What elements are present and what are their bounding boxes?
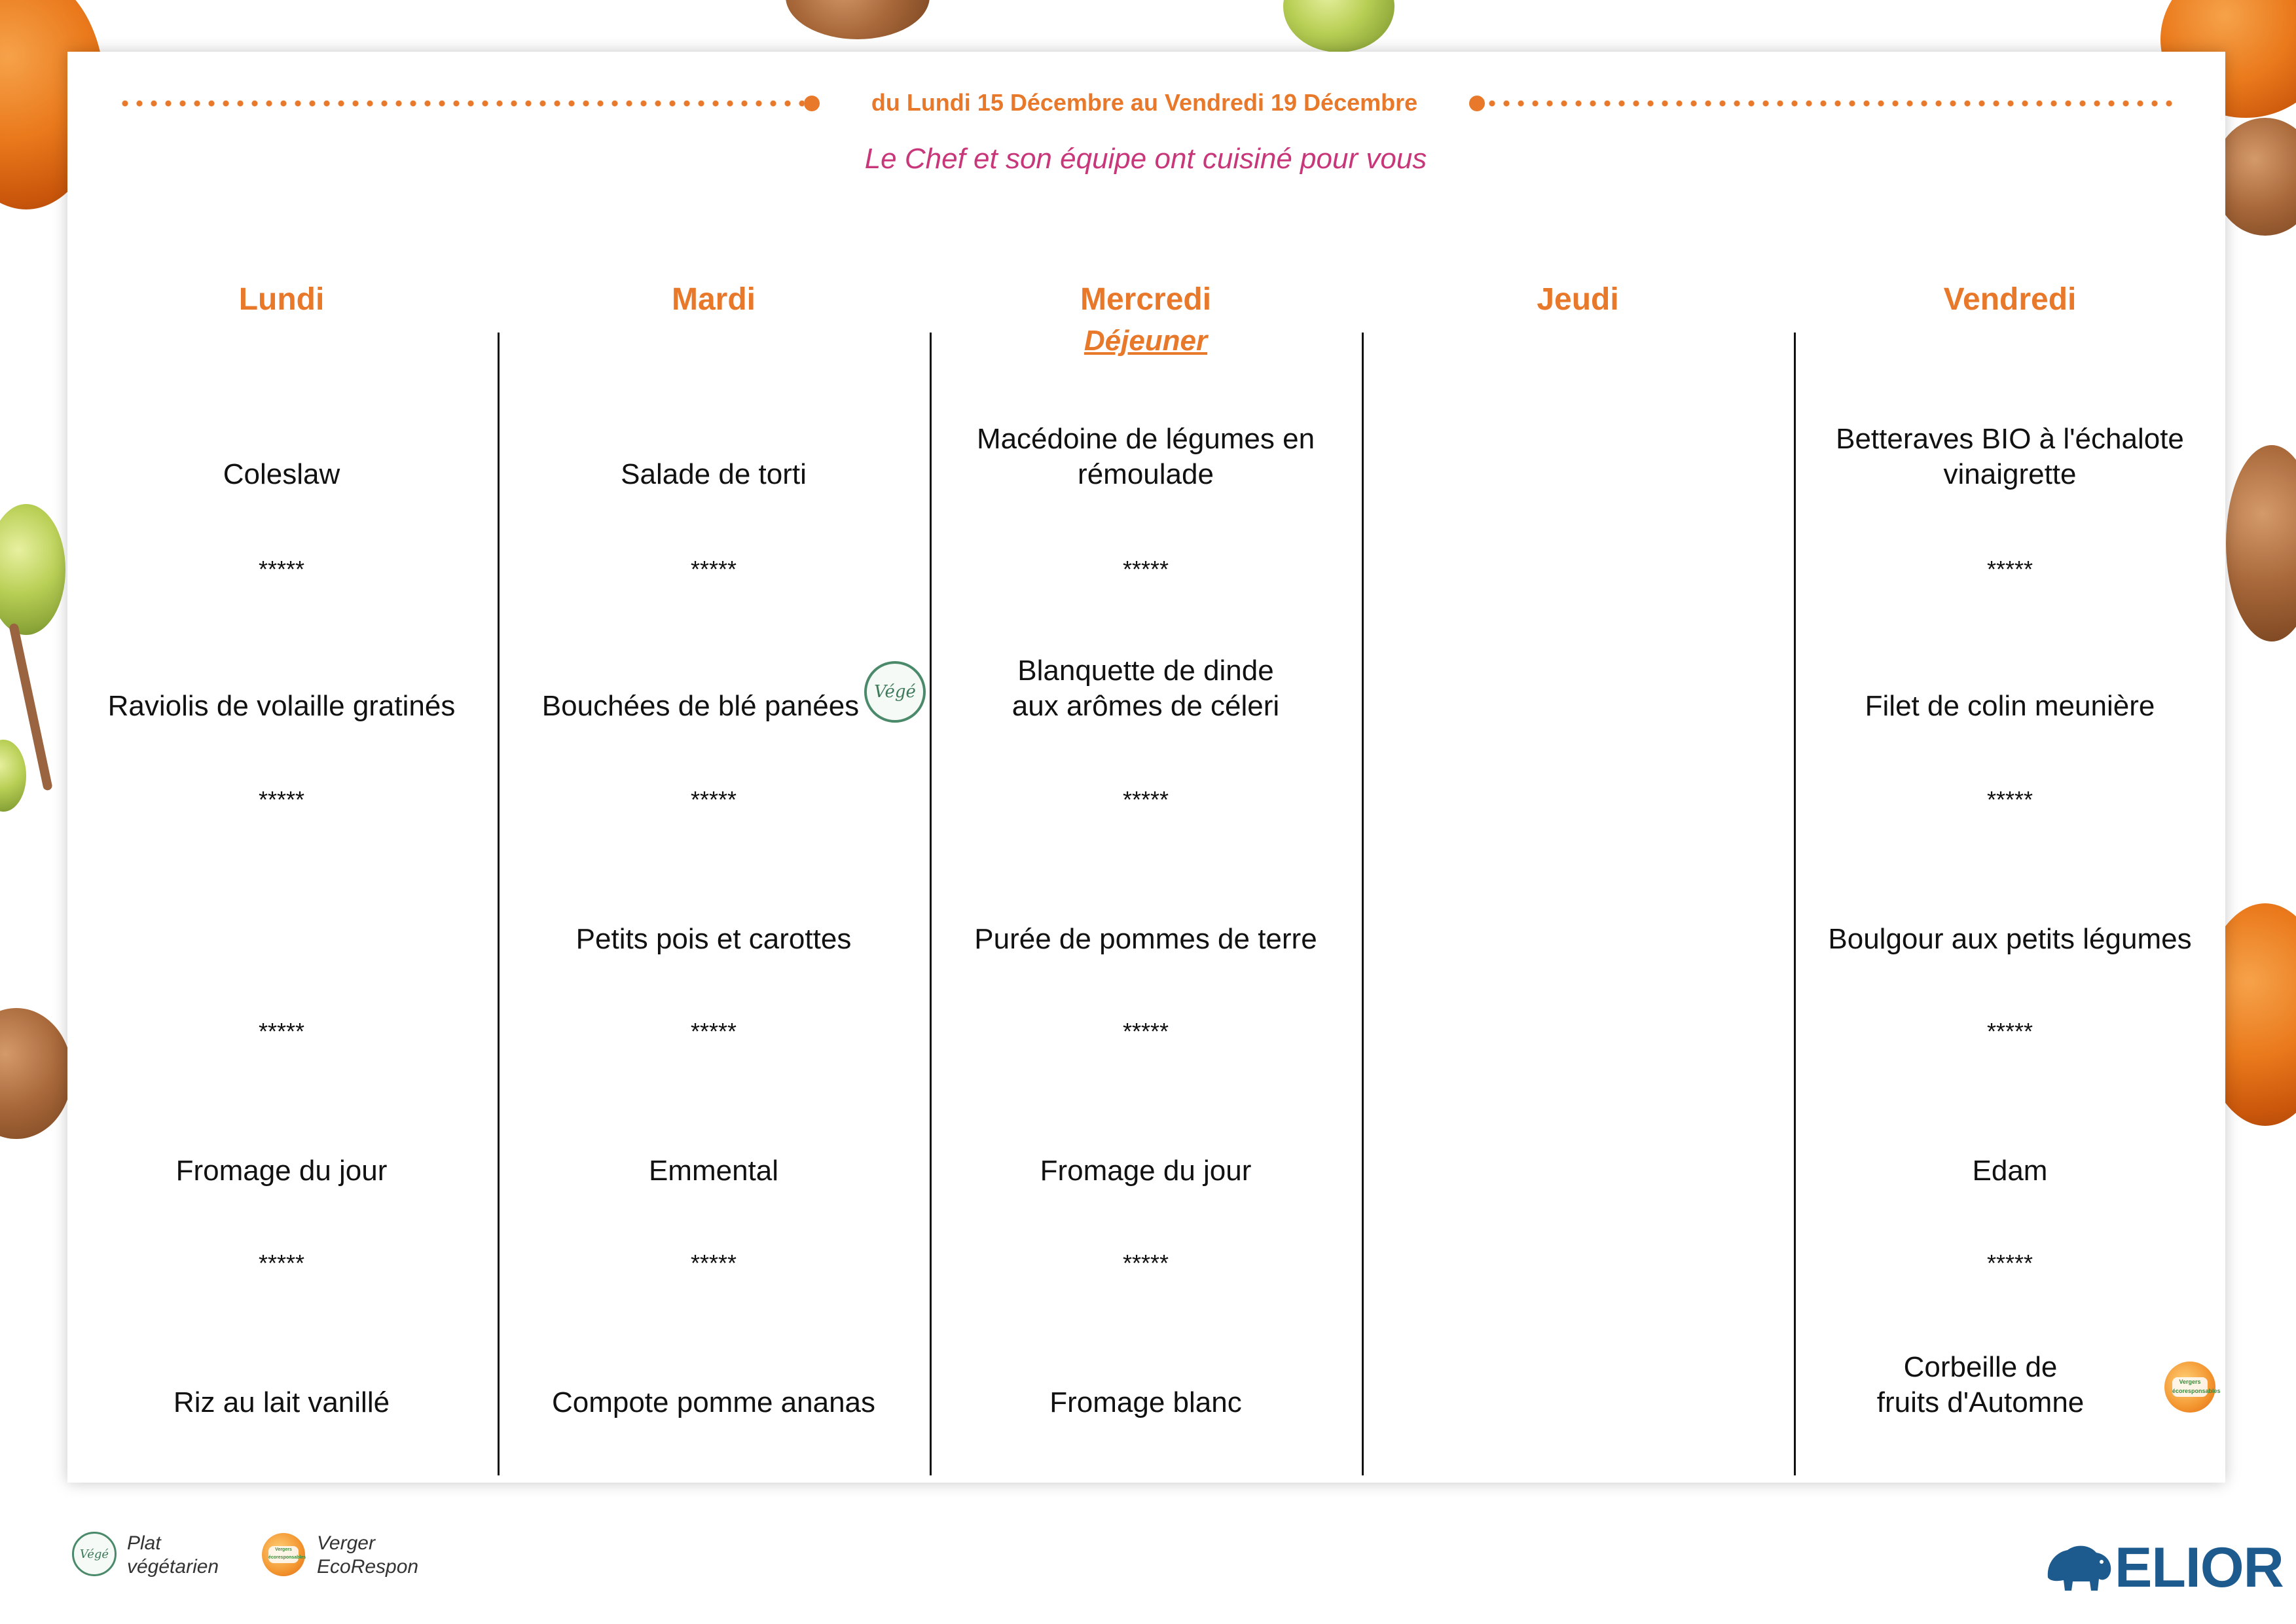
main-dish bbox=[930, 653, 1362, 724]
vegetarian-badge-icon: Végé bbox=[864, 661, 926, 723]
side-dish: Petits pois et carottes bbox=[575, 923, 852, 955]
day-column-vendredi bbox=[1794, 281, 2226, 1479]
dessert-dish: Riz au lait vanillé bbox=[173, 1386, 390, 1418]
menu-subtitle: Le Chef et son équipe ont cuisiné pour vous bbox=[864, 143, 1427, 175]
elior-logo bbox=[2043, 1535, 2284, 1600]
dessert-dish bbox=[1764, 1350, 2196, 1420]
course-separator: ***** bbox=[258, 556, 305, 583]
course-separator: ***** bbox=[1986, 1250, 2033, 1276]
legend-vegetarian bbox=[72, 1532, 242, 1584]
dessert-line: Corbeille de bbox=[1903, 1351, 2058, 1383]
day-column-jeudi bbox=[1362, 281, 1794, 1479]
course-separator: ***** bbox=[1122, 556, 1169, 583]
starter-dish bbox=[930, 422, 1362, 492]
header-dotted-line-left bbox=[118, 96, 820, 111]
pear-decoration bbox=[0, 504, 65, 635]
mushroom-decoration bbox=[786, 0, 930, 39]
verger-ecoresponsable-badge-icon bbox=[2164, 1362, 2221, 1413]
logo-wordmark: ELIOR bbox=[2115, 1536, 2284, 1599]
pear-decoration bbox=[0, 740, 26, 812]
mushroom-decoration bbox=[2226, 445, 2296, 641]
legend-line: Verger bbox=[317, 1532, 375, 1554]
course-separator: ***** bbox=[1122, 1018, 1169, 1045]
course-separator: ***** bbox=[690, 1250, 737, 1276]
verger-badge-text: Vergers écoresponsables bbox=[2172, 1377, 2208, 1397]
starter-line: rémoulade bbox=[1078, 458, 1214, 490]
starter-dish bbox=[1794, 422, 2226, 492]
main-dish: Bouchées de blé panées bbox=[541, 690, 860, 722]
course-separator: ***** bbox=[1986, 786, 2033, 813]
mushroom-decoration bbox=[0, 1008, 72, 1139]
legend-line: Plat bbox=[127, 1532, 161, 1554]
side-dish: Purée de pommes de terre bbox=[974, 923, 1317, 955]
legend-text bbox=[127, 1532, 219, 1579]
day-name: Jeudi bbox=[1537, 282, 1619, 317]
dessert-dish: Fromage blanc bbox=[1049, 1386, 1242, 1418]
cheese-dish: Fromage du jour bbox=[1040, 1155, 1252, 1187]
side-dish: Boulgour aux petits légumes bbox=[1828, 923, 2192, 955]
legend-line: végétarien bbox=[127, 1556, 219, 1578]
course-separator: ***** bbox=[1986, 1018, 2033, 1045]
main-dish: Raviolis de volaille gratinés bbox=[107, 690, 456, 722]
starter-line: vinaigrette bbox=[1943, 458, 2077, 490]
main-dish: Filet de colin meunière bbox=[1865, 690, 2155, 722]
course-separator: ***** bbox=[258, 786, 305, 813]
day-name: Mercredi bbox=[1080, 282, 1212, 317]
pear-decoration bbox=[1283, 0, 1394, 52]
course-separator: ***** bbox=[258, 1018, 305, 1045]
starter-line: Betteraves BIO à l'échalote bbox=[1836, 423, 2184, 455]
vegetarian-badge-icon: Végé bbox=[72, 1532, 117, 1576]
dessert-dish: Compote pomme ananas bbox=[551, 1386, 876, 1418]
mushroom-decoration bbox=[2213, 118, 2296, 236]
meal-label: Déjeuner bbox=[1084, 325, 1208, 357]
course-separator: ***** bbox=[1122, 786, 1169, 813]
verger-badge-text: Vergers écoresponsables bbox=[268, 1546, 299, 1563]
course-separator: ***** bbox=[258, 1250, 305, 1276]
day-name: Lundi bbox=[238, 282, 325, 317]
day-name: Vendredi bbox=[1943, 282, 2077, 317]
verger-ecoresponsable-badge-icon bbox=[262, 1533, 305, 1576]
main-line: Blanquette de dinde bbox=[1017, 655, 1274, 687]
main-line: aux arômes de céleri bbox=[1011, 690, 1280, 722]
course-separator: ***** bbox=[1986, 556, 2033, 583]
cheese-dish: Edam bbox=[1972, 1155, 2048, 1187]
course-separator: ***** bbox=[1122, 1250, 1169, 1276]
starter-line: Macédoine de légumes en bbox=[976, 423, 1315, 455]
day-column-lundi bbox=[65, 281, 498, 1479]
bison-icon bbox=[2043, 1538, 2115, 1597]
starter-dish: Coleslaw bbox=[223, 458, 340, 490]
legend-text bbox=[317, 1532, 418, 1579]
starter-dish: Salade de torti bbox=[621, 458, 807, 490]
header-dotted-line-right bbox=[1469, 96, 2179, 111]
day-name: Mardi bbox=[671, 282, 756, 317]
dessert-line: fruits d'Automne bbox=[1876, 1386, 2085, 1418]
legend-line: EcoRespon bbox=[317, 1556, 419, 1578]
course-separator: ***** bbox=[690, 556, 737, 583]
cheese-dish: Fromage du jour bbox=[175, 1155, 388, 1187]
date-range: du Lundi 15 Décembre au Vendredi 19 Décembre bbox=[871, 89, 1418, 116]
legend-verger bbox=[262, 1532, 445, 1584]
day-column-mardi bbox=[498, 281, 930, 1479]
day-column-mercredi bbox=[930, 281, 1362, 1479]
cheese-dish: Emmental bbox=[648, 1155, 779, 1187]
course-separator: ***** bbox=[690, 786, 737, 813]
course-separator: ***** bbox=[690, 1018, 737, 1045]
